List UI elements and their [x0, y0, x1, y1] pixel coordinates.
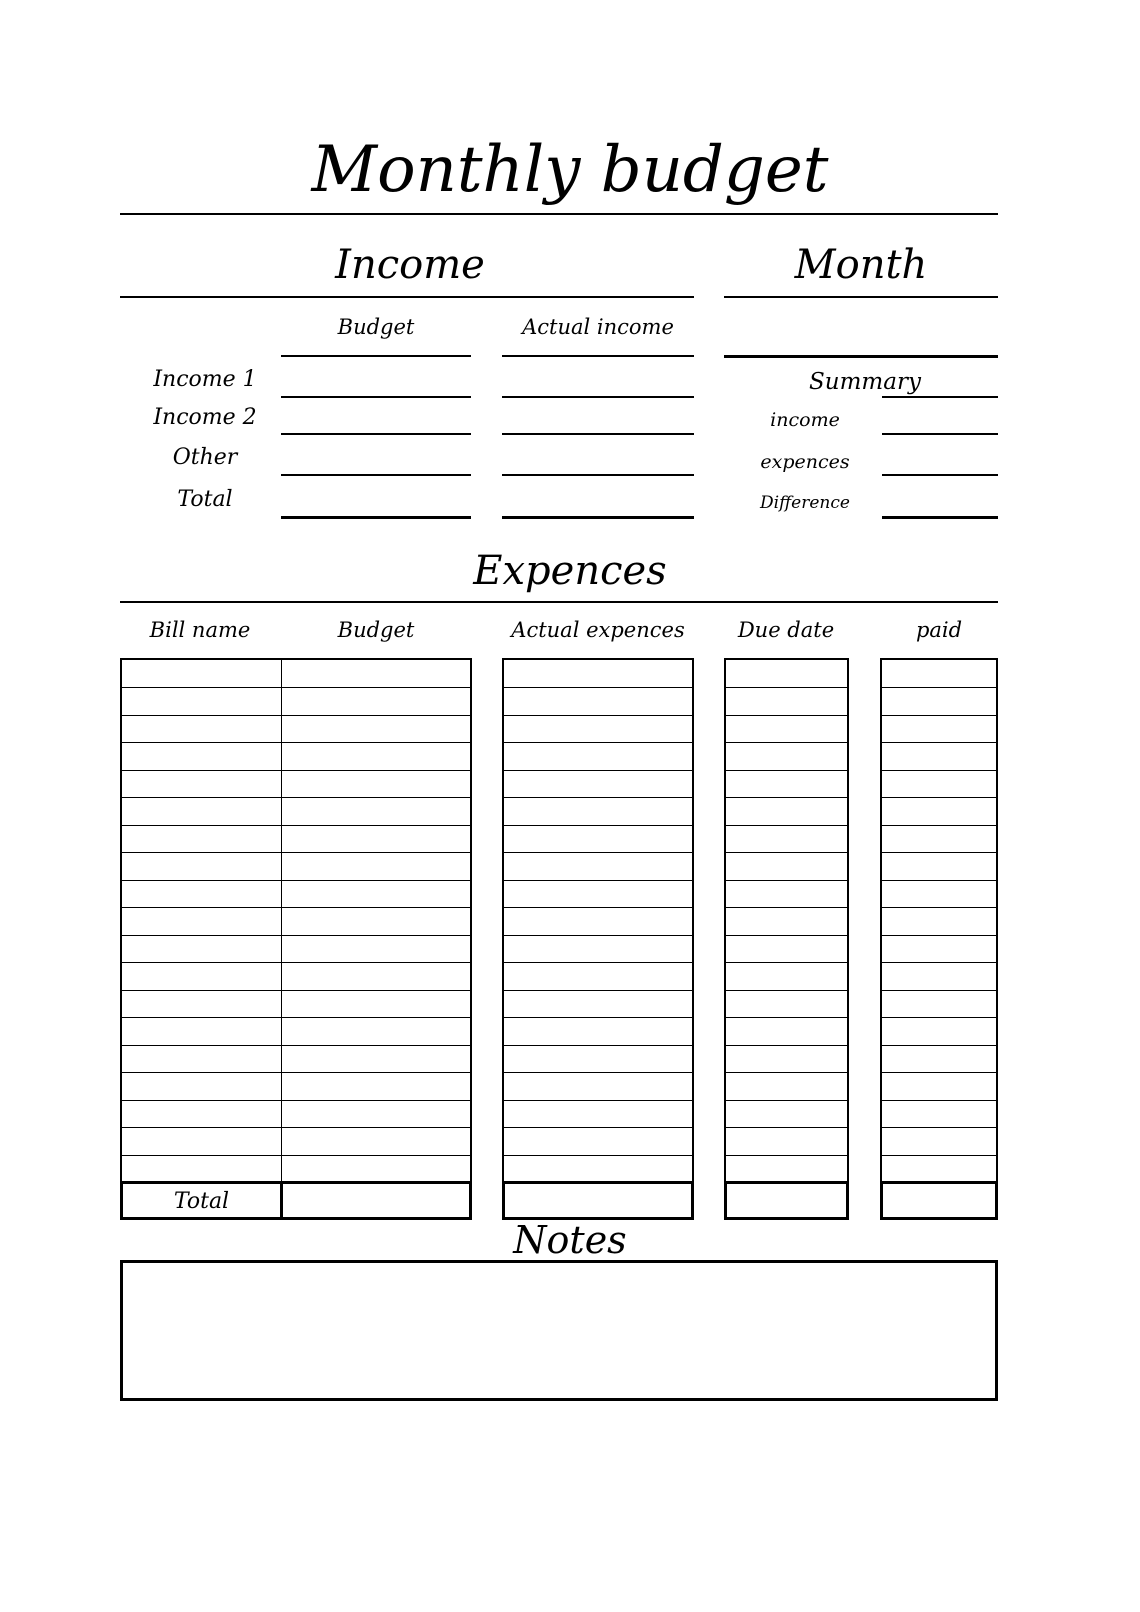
total-divider: [280, 1184, 283, 1217]
income-budget-line-total[interactable]: [281, 516, 471, 519]
row-separator: [504, 1072, 692, 1073]
income-budget-line-1[interactable]: [281, 396, 471, 398]
row-separator: [122, 770, 470, 771]
row-separator: [504, 852, 692, 853]
row-separator: [726, 797, 847, 798]
row-separator: [882, 797, 996, 798]
income-actual-line-2[interactable]: [502, 433, 694, 435]
row-separator: [122, 935, 470, 936]
row-separator: [726, 1045, 847, 1046]
row-separator: [726, 1100, 847, 1101]
total-due-date-box[interactable]: [724, 1181, 849, 1220]
row-separator: [504, 1155, 692, 1156]
month-heading-underline: [724, 296, 998, 298]
row-separator: [122, 1045, 470, 1046]
row-separator: [504, 797, 692, 798]
row-separator: [726, 1155, 847, 1156]
row-separator: [504, 935, 692, 936]
income-row-label-other: Other: [172, 445, 238, 470]
row-separator: [122, 1017, 470, 1018]
summary-line-difference[interactable]: [882, 516, 998, 519]
row-separator: [122, 962, 470, 963]
row-separator: [726, 1127, 847, 1128]
expences-heading: Expences: [473, 548, 667, 594]
row-separator: [726, 715, 847, 716]
row-separator: [882, 935, 996, 936]
row-separator: [726, 687, 847, 688]
row-separator: [504, 1100, 692, 1101]
month-input-line[interactable]: [724, 355, 998, 358]
expences-total-label: Total: [173, 1189, 230, 1214]
income-actual-header-line: [502, 355, 694, 357]
summary-line-expences[interactable]: [882, 474, 998, 476]
exp-col-bill-name: Bill name: [149, 618, 251, 642]
income-row-label-2: Income 2: [153, 405, 257, 430]
summary-line-income[interactable]: [882, 433, 998, 435]
row-separator: [122, 797, 470, 798]
row-separator: [882, 770, 996, 771]
expences-heading-underline: [120, 601, 998, 603]
bill-budget-divider: [281, 660, 282, 1182]
bill-budget-grid[interactable]: [120, 658, 472, 1184]
row-separator: [122, 1100, 470, 1101]
income-heading: Income: [335, 242, 485, 288]
row-separator: [504, 1017, 692, 1018]
row-separator: [122, 880, 470, 881]
row-separator: [504, 770, 692, 771]
due-date-grid[interactable]: [724, 658, 849, 1184]
row-separator: [504, 990, 692, 991]
row-separator: [122, 1127, 470, 1128]
row-separator: [504, 715, 692, 716]
notes-heading: Notes: [513, 1218, 627, 1262]
row-separator: [504, 1127, 692, 1128]
total-bill-budget-box[interactable]: [120, 1181, 472, 1220]
row-separator: [122, 715, 470, 716]
row-separator: [122, 687, 470, 688]
row-separator: [882, 1017, 996, 1018]
row-separator: [882, 1127, 996, 1128]
summary-label-income: income: [770, 409, 840, 431]
row-separator: [882, 962, 996, 963]
row-separator: [882, 1045, 996, 1046]
row-separator: [122, 742, 470, 743]
row-separator: [726, 880, 847, 881]
summary-line-0: [882, 396, 998, 398]
row-separator: [882, 880, 996, 881]
income-budget-line-3[interactable]: [281, 474, 471, 476]
row-separator: [882, 990, 996, 991]
row-separator: [882, 742, 996, 743]
exp-col-budget: Budget: [337, 618, 415, 642]
income-col-budget: Budget: [337, 315, 415, 339]
row-separator: [504, 962, 692, 963]
row-separator: [726, 1017, 847, 1018]
income-budget-line-2[interactable]: [281, 433, 471, 435]
page-title: Monthly budget: [311, 133, 829, 207]
row-separator: [504, 687, 692, 688]
row-separator: [726, 990, 847, 991]
row-separator: [882, 715, 996, 716]
row-separator: [882, 907, 996, 908]
income-actual-line-total[interactable]: [502, 516, 694, 519]
exp-col-paid: paid: [915, 618, 963, 642]
income-row-label-1: Income 1: [153, 367, 257, 392]
row-separator: [882, 687, 996, 688]
income-col-actual: Actual income: [522, 315, 674, 339]
row-separator: [726, 935, 847, 936]
row-separator: [504, 880, 692, 881]
income-actual-line-3[interactable]: [502, 474, 694, 476]
paid-grid[interactable]: [880, 658, 998, 1184]
row-separator: [726, 907, 847, 908]
row-separator: [726, 852, 847, 853]
income-row-label-total: Total: [177, 487, 233, 512]
row-separator: [882, 1155, 996, 1156]
row-separator: [882, 1072, 996, 1073]
row-separator: [726, 770, 847, 771]
row-separator: [122, 990, 470, 991]
row-separator: [122, 907, 470, 908]
row-separator: [504, 742, 692, 743]
row-separator: [726, 962, 847, 963]
income-heading-underline: [120, 296, 694, 298]
actual-expences-grid[interactable]: [502, 658, 694, 1184]
row-separator: [726, 825, 847, 826]
row-separator: [882, 825, 996, 826]
exp-col-due-date: Due date: [737, 618, 835, 642]
summary-label-difference: Difference: [760, 493, 850, 513]
row-separator: [122, 1072, 470, 1073]
total-paid-box[interactable]: [880, 1181, 998, 1220]
summary-heading: Summary: [809, 369, 921, 395]
exp-col-actual: Actual expences: [511, 618, 685, 642]
month-heading: Month: [794, 242, 928, 288]
notes-box[interactable]: [120, 1260, 998, 1401]
row-separator: [122, 852, 470, 853]
income-actual-line-1[interactable]: [502, 396, 694, 398]
row-separator: [122, 1155, 470, 1156]
row-separator: [726, 1072, 847, 1073]
row-separator: [122, 825, 470, 826]
title-underline: [120, 213, 998, 215]
income-budget-header-line: [281, 355, 471, 357]
row-separator: [504, 825, 692, 826]
row-separator: [882, 852, 996, 853]
summary-label-expences: expences: [760, 451, 850, 473]
row-separator: [504, 1045, 692, 1046]
row-separator: [504, 907, 692, 908]
row-separator: [882, 1100, 996, 1101]
row-separator: [726, 742, 847, 743]
